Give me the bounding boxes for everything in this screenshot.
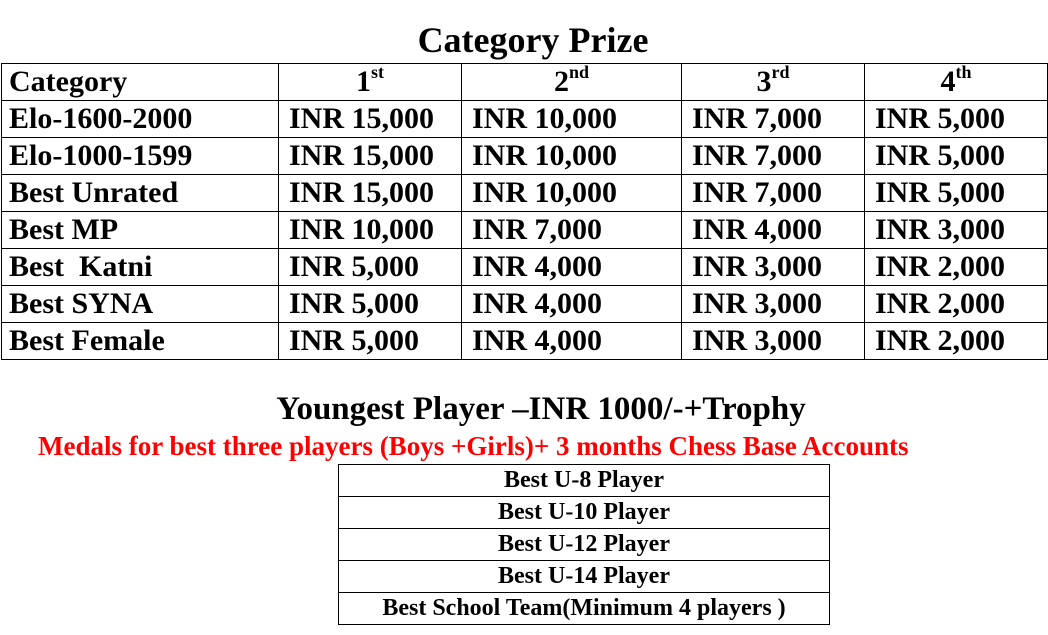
column-header-1st bbox=[279, 64, 462, 101]
page-title: Category Prize bbox=[417, 20, 649, 60]
column-header-3rd bbox=[682, 64, 865, 101]
column-header-category: Category bbox=[2, 64, 279, 101]
table-row bbox=[339, 497, 830, 529]
category-prize-table bbox=[1, 63, 1048, 360]
prize-cell: INR 5,000 bbox=[865, 138, 1048, 175]
table-row bbox=[2, 323, 1048, 360]
category-cell: Best SYNA bbox=[2, 286, 279, 323]
youth-categories-table bbox=[338, 464, 830, 625]
prize-cell: INR 5,000 bbox=[279, 323, 462, 360]
table-row bbox=[339, 593, 830, 625]
column-header-2nd bbox=[462, 64, 682, 101]
prize-cell: INR 2,000 bbox=[865, 249, 1048, 286]
category-cell: Best Katni bbox=[2, 249, 279, 286]
place-number: 1 bbox=[356, 65, 371, 98]
place-number: 2 bbox=[553, 65, 569, 98]
prize-cell: INR 4,000 bbox=[682, 212, 865, 249]
place-suffix: rd bbox=[771, 63, 790, 82]
table-row bbox=[2, 101, 1048, 138]
prize-cell: INR 7,000 bbox=[682, 138, 865, 175]
category-cell: Elo-1000-1599 bbox=[2, 138, 279, 175]
table-row bbox=[2, 175, 1048, 212]
prize-cell: INR 15,000 bbox=[279, 138, 462, 175]
table-row bbox=[339, 561, 830, 593]
youth-category-cell: Best U-10 Player bbox=[339, 497, 830, 529]
prize-cell: INR 5,000 bbox=[279, 286, 462, 323]
prize-cell: INR 5,000 bbox=[865, 101, 1048, 138]
place-suffix: nd bbox=[568, 63, 590, 82]
prize-cell: INR 10,000 bbox=[462, 138, 682, 175]
prize-cell: INR 3,000 bbox=[682, 286, 865, 323]
prize-cell: INR 5,000 bbox=[279, 249, 462, 286]
prize-cell: INR 7,000 bbox=[462, 212, 682, 249]
youth-category-cell: Best U-8 Player bbox=[339, 465, 830, 497]
prize-cell: INR 3,000 bbox=[682, 249, 865, 286]
prize-cell: INR 4,000 bbox=[462, 323, 682, 360]
prize-cell: INR 10,000 bbox=[462, 101, 682, 138]
place-number: 3 bbox=[756, 65, 772, 98]
youth-category-cell: Best U-12 Player bbox=[339, 529, 830, 561]
table-row bbox=[339, 465, 830, 497]
category-cell: Best MP bbox=[2, 212, 279, 249]
prize-cell: INR 4,000 bbox=[462, 286, 682, 323]
prize-cell: INR 15,000 bbox=[279, 101, 462, 138]
youngest-player-heading: Youngest Player –INR 1000/-+Trophy bbox=[276, 391, 806, 427]
prize-cell: INR 5,000 bbox=[865, 175, 1048, 212]
prize-cell: INR 2,000 bbox=[865, 323, 1048, 360]
medals-notice: Medals for best three players (Boys +Girls)+ 3 months Chess Base Accounts bbox=[38, 431, 909, 461]
category-cell: Elo-1600-2000 bbox=[2, 101, 279, 138]
prize-cell: INR 7,000 bbox=[682, 175, 865, 212]
youth-category-cell: Best U-14 Player bbox=[339, 561, 830, 593]
place-suffix: th bbox=[955, 63, 972, 82]
prize-cell: INR 3,000 bbox=[682, 323, 865, 360]
prize-cell: INR 3,000 bbox=[865, 212, 1048, 249]
place-suffix: st bbox=[371, 63, 384, 82]
category-cell: Best Female bbox=[2, 323, 279, 360]
youth-category-cell: Best School Team(Minimum 4 players ) bbox=[339, 593, 830, 625]
prize-cell: INR 7,000 bbox=[682, 101, 865, 138]
prize-cell: INR 2,000 bbox=[865, 286, 1048, 323]
prize-cell: INR 4,000 bbox=[462, 249, 682, 286]
prize-cell: INR 15,000 bbox=[279, 175, 462, 212]
prize-cell: INR 10,000 bbox=[279, 212, 462, 249]
table-row bbox=[2, 138, 1048, 175]
table-row bbox=[2, 212, 1048, 249]
place-number: 4 bbox=[940, 65, 956, 98]
table-row bbox=[2, 249, 1048, 286]
table-header-row bbox=[2, 64, 1048, 101]
table-row bbox=[2, 286, 1048, 323]
table-row bbox=[339, 529, 830, 561]
category-cell: Best Unrated bbox=[2, 175, 279, 212]
prize-cell: INR 10,000 bbox=[462, 175, 682, 212]
column-header-4th bbox=[865, 64, 1048, 101]
